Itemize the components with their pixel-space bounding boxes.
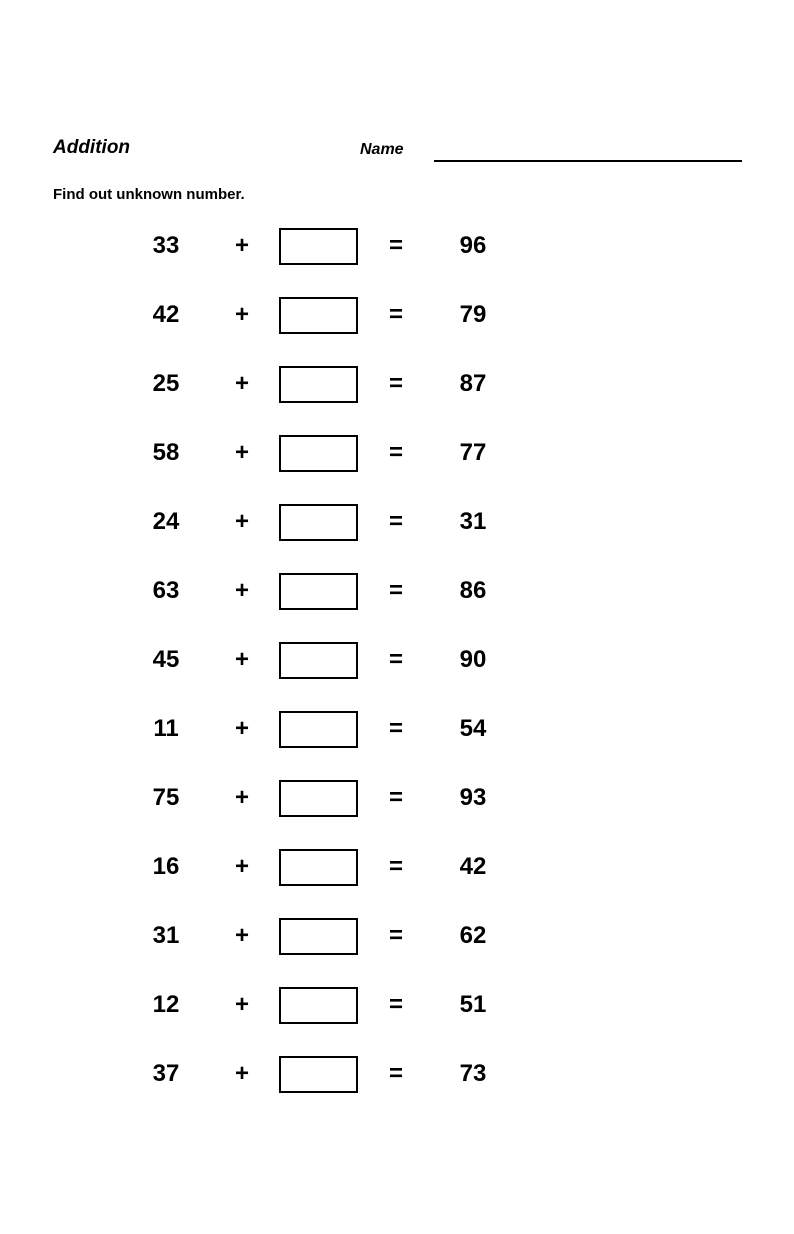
equals-sign: = xyxy=(388,1060,403,1087)
addend-number: 16 xyxy=(152,853,180,880)
addend-number: 11 xyxy=(153,715,179,742)
problem-row xyxy=(0,571,794,611)
problem-row xyxy=(0,916,794,956)
answer-box[interactable] xyxy=(279,366,358,403)
plus-sign: + xyxy=(234,646,249,673)
problem-row xyxy=(0,985,794,1025)
sum-number: 90 xyxy=(459,646,487,673)
plus-sign: + xyxy=(234,991,249,1018)
equals-sign: = xyxy=(388,370,403,397)
sum-number: 62 xyxy=(459,922,487,949)
answer-box[interactable] xyxy=(279,642,358,679)
plus-sign: + xyxy=(234,439,249,466)
equals-sign: = xyxy=(388,784,403,811)
equals-sign: = xyxy=(388,508,403,535)
addend-number: 75 xyxy=(152,784,180,811)
answer-box[interactable] xyxy=(279,987,358,1024)
addend-number: 42 xyxy=(152,301,180,328)
sum-number: 42 xyxy=(459,853,487,880)
addend-number: 63 xyxy=(152,577,180,604)
answer-box[interactable] xyxy=(279,1056,358,1093)
sum-number: 93 xyxy=(459,784,487,811)
sum-number: 79 xyxy=(459,301,487,328)
problem-row xyxy=(0,709,794,749)
addend-number: 45 xyxy=(152,646,180,673)
equals-sign: = xyxy=(388,853,403,880)
answer-box[interactable] xyxy=(279,228,358,265)
equals-sign: = xyxy=(388,439,403,466)
problem-row xyxy=(0,226,794,266)
equals-sign: = xyxy=(388,232,403,259)
plus-sign: + xyxy=(234,715,249,742)
plus-sign: + xyxy=(234,784,249,811)
sum-number: 54 xyxy=(459,715,487,742)
plus-sign: + xyxy=(234,232,249,259)
problem-row xyxy=(0,295,794,335)
sum-number: 51 xyxy=(459,991,487,1018)
answer-box[interactable] xyxy=(279,297,358,334)
addend-number: 58 xyxy=(152,439,180,466)
addend-number: 31 xyxy=(152,922,180,949)
addend-number: 37 xyxy=(152,1060,180,1087)
addend-number: 12 xyxy=(152,991,180,1018)
name-label: Name xyxy=(360,141,404,158)
addend-number: 33 xyxy=(152,232,180,259)
plus-sign: + xyxy=(234,1060,249,1087)
sum-number: 77 xyxy=(459,439,487,466)
problem-row xyxy=(0,778,794,818)
equals-sign: = xyxy=(388,922,403,949)
sum-number: 87 xyxy=(459,370,487,397)
sum-number: 86 xyxy=(459,577,487,604)
sum-number: 31 xyxy=(459,508,487,535)
problem-row xyxy=(0,847,794,887)
equals-sign: = xyxy=(388,991,403,1018)
problem-row xyxy=(0,433,794,473)
plus-sign: + xyxy=(234,922,249,949)
equals-sign: = xyxy=(388,646,403,673)
problem-row xyxy=(0,502,794,542)
addend-number: 24 xyxy=(152,508,180,535)
instruction-text: Find out unknown number. xyxy=(53,186,245,203)
equals-sign: = xyxy=(388,301,403,328)
answer-box[interactable] xyxy=(279,849,358,886)
answer-box[interactable] xyxy=(279,918,358,955)
plus-sign: + xyxy=(234,301,249,328)
worksheet-title: Addition xyxy=(53,137,131,158)
problem-row xyxy=(0,364,794,404)
plus-sign: + xyxy=(234,508,249,535)
problem-row xyxy=(0,640,794,680)
plus-sign: + xyxy=(234,577,249,604)
answer-box[interactable] xyxy=(279,780,358,817)
problem-row xyxy=(0,1054,794,1094)
addend-number: 25 xyxy=(152,370,180,397)
answer-box[interactable] xyxy=(279,711,358,748)
sum-number: 96 xyxy=(459,232,487,259)
equals-sign: = xyxy=(388,577,403,604)
sum-number: 73 xyxy=(459,1060,487,1087)
answer-box[interactable] xyxy=(279,435,358,472)
equals-sign: = xyxy=(388,715,403,742)
plus-sign: + xyxy=(234,853,249,880)
answer-box[interactable] xyxy=(279,573,358,610)
plus-sign: + xyxy=(234,370,249,397)
answer-box[interactable] xyxy=(279,504,358,541)
